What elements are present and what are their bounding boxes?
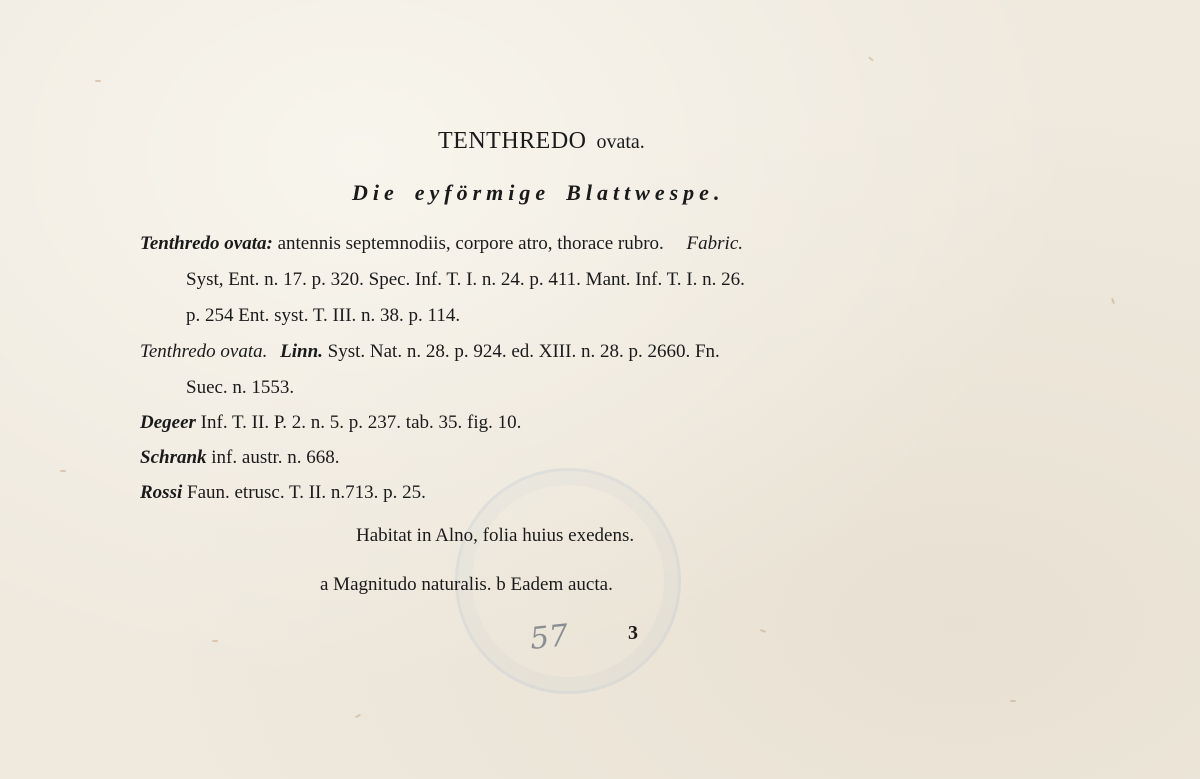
- german-common-name: [352, 181, 724, 205]
- reference-schrank: [140, 446, 340, 470]
- reference-text: antennis septemnodiis, corpore atro, thorace rubro.: [272, 233, 669, 254]
- subtitle-word: Blattwespe.: [566, 180, 725, 205]
- reference-text: Inf. T. II. P. 2. n. 5. p. 237. tab. 35. fig. 10.: [195, 412, 522, 433]
- reference-fabricius-line-1: [140, 232, 743, 256]
- reference-degeer: [140, 411, 521, 435]
- reference-text: Syst, Ent. n. 17. p. 320. Spec. Inf. T. I. n. 24. p. 411. Mant. Inf. T. I. n. 26.: [186, 269, 745, 290]
- genus-name: TENTHREDO: [438, 128, 587, 154]
- reference-label: Tenthredo ovata.: [140, 341, 268, 362]
- author-name: Fabric.: [686, 233, 744, 254]
- habitat-text: Habitat in Alno, folia huius exedens.: [356, 525, 635, 546]
- reference-text: inf. austr. n. 668.: [206, 447, 340, 468]
- magnitude-note: [320, 573, 613, 597]
- habitat-note: [356, 524, 634, 548]
- subtitle-word: Die: [352, 180, 399, 205]
- reference-rossi: [140, 481, 426, 505]
- reference-label: Rossi: [140, 482, 183, 503]
- species-title: [438, 129, 645, 154]
- reference-text: Syst. Nat. n. 28. p. 924. ed. XIII. n. 28. p. 2660. Fn.: [322, 341, 720, 362]
- author-name: Linn.: [280, 341, 323, 362]
- reference-label: Degeer: [140, 412, 196, 433]
- reference-text: Faun. etrusc. T. II. n.713. p. 25.: [182, 482, 426, 503]
- page-number: 3: [628, 622, 638, 644]
- reference-linne-line-2: [186, 376, 294, 400]
- subtitle-word: eyförmige: [414, 180, 551, 205]
- reference-fabricius-line-2: [186, 268, 745, 292]
- species-epithet: ovata.: [596, 131, 645, 153]
- reference-text: p. 254 Ent. syst. T. III. n. 38. p. 114.: [186, 305, 461, 326]
- handwritten-number: 57: [528, 618, 570, 657]
- reference-fabricius-line-3: [186, 304, 460, 328]
- reference-linne-line-1: [140, 340, 720, 364]
- reference-label: Schrank: [140, 447, 207, 468]
- magnitude-text: a Magnitudo naturalis. b Eadem aucta.: [320, 574, 613, 595]
- reference-label: Tenthredo ovata:: [140, 233, 273, 254]
- reference-text: Suec. n. 1553.: [186, 377, 295, 398]
